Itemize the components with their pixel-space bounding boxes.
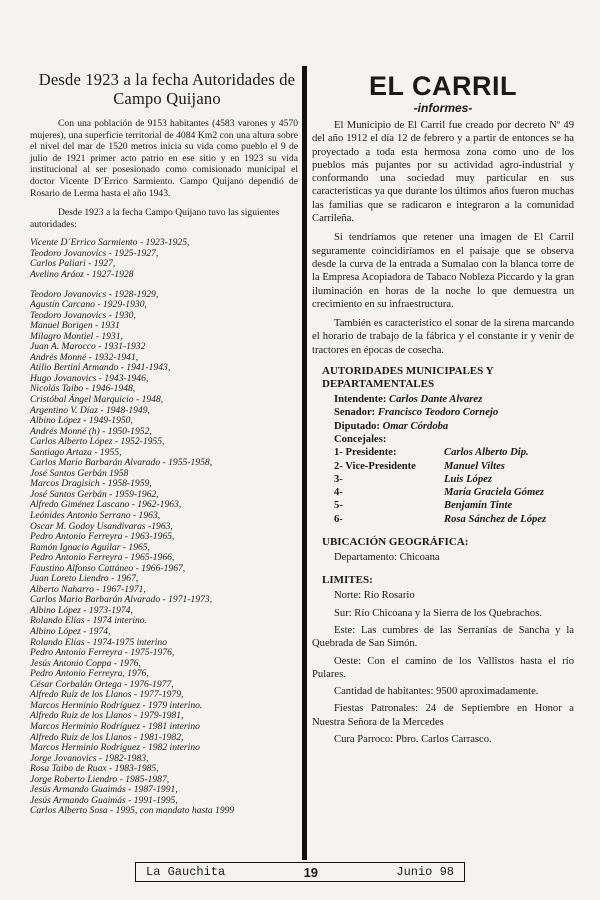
authority-item: Marcos Dragisich - 1958-1959, [30, 478, 152, 490]
authority-item: Teodoro Jovanovics - 1930, [30, 309, 136, 321]
cura-parroco: Cura Parroco: Pbro. Carlos Carrasco. [334, 733, 492, 745]
limite-norte: Norte: Río Rosario [334, 590, 415, 602]
intendente-line [334, 393, 574, 406]
authority-item: Nicolás Taibo - 1946-1948, [30, 383, 136, 395]
page-footer [135, 862, 465, 882]
concejales-label [334, 433, 574, 446]
concejal-row [334, 499, 574, 512]
senador-line [334, 406, 574, 419]
concejal-row [334, 460, 574, 473]
concejal-name: Manuel Viltes [444, 460, 505, 472]
concejal-name: Luis López [444, 473, 492, 485]
authority-item: Leónides Antonio Serrano - 1963, [30, 510, 161, 522]
authority-item: Rosa Taibo de Ruax - 1983-1985, [30, 763, 159, 775]
intendente-name: Carlos Dante Alvarez [389, 394, 483, 406]
authority-item: Carlos Paliari - 1927, [30, 258, 116, 270]
left-column [30, 70, 298, 817]
senador-label: Senador: [334, 407, 376, 419]
concejal-row [334, 486, 574, 499]
concejal-role: 5- [334, 500, 343, 512]
authority-item: Jorge Roberto Liendro - 1985-1987, [30, 773, 170, 785]
left-intro-2: Desde 1923 a la fecha Campo Quijano tuvo las siguientes autoridades: [30, 207, 280, 230]
concejal-role: 3- [334, 473, 343, 485]
left-intro: Con una población de 9153 habitantes (4583 varones y 4570 mujeres), una superficie territorial de 4084 Km2 con una altura sobre el nivel del mar de 1520 metros inicia su vida como pueblo el 9 de julio de 1921 primer acto patrio en ese sitio y en 1923 su vida institucional al ser posesionado como comisionado municipal el doctor Vicente D´Errico Sarmiento. Campo Quijano dependió de Rosario de Lerma hasta el año 1943. [30, 118, 298, 199]
article-subtitle: -informes- [413, 101, 473, 115]
concejal-role: 2- Vice-Presidente [334, 460, 416, 472]
authority-item: Jorge Jovanovics - 1982-1983, [30, 752, 149, 764]
authority-item: Cristóbal Ángel Marquicio - 1948, [30, 394, 164, 405]
authority-item: Oscar M. Godoy Usandivaras -1963, [30, 520, 173, 532]
limite-este: Este: Las cumbres de las Serranías de Sancha y la Quebrada de San Simón. [312, 624, 574, 650]
authority-item: Alberto Naharro - 1967-1971, [30, 583, 146, 595]
authority-item: Alfredo Ruiz de los Llanos - 1977-1979, [30, 689, 184, 701]
authority-item: Santiago Artaza - 1955, [30, 446, 122, 458]
authority-item: Juan Loreto Liendro - 1967, [30, 573, 139, 585]
intendente-label: Intendente: [334, 394, 387, 406]
diputado-name: Omar Córdoba [382, 420, 449, 432]
authority-item: César Corbalán Ortega - 1976-1977, [30, 678, 174, 690]
diputado-label: Diputado: [334, 420, 380, 432]
concejal-row [334, 446, 574, 459]
authority-item: Hugo Jovanovics - 1943-1946, [30, 372, 149, 384]
authority-item: Albino López - 1973-1974, [30, 604, 133, 616]
concejal-role: 4- [334, 487, 343, 499]
authority-item: Rolando Elías - 1974 interino. [30, 615, 147, 627]
limite-sur: Sur: Río Chicoana y la Sierra de los Quebrachos. [334, 607, 543, 619]
limites-heading: LIMITES: [322, 574, 373, 587]
right-column [312, 72, 574, 750]
departamento: Departamento: Chicoana [334, 552, 440, 564]
concejal-name: Benjamín Tinte [444, 500, 513, 512]
left-title: Desde 1923 a la fecha Autoridades de Campo Quijano [38, 70, 296, 108]
authority-item: Teodoro Jovanovics - 1925-1927, [30, 247, 159, 259]
senador-name: Francisco Teodoro Cornejo [377, 407, 499, 419]
concejales-list [334, 446, 574, 526]
authority-item: José Santos Gerbán 1958 [30, 467, 129, 479]
authority-item: Faustino Alfonso Cattáneo - 1966-1967, [30, 562, 186, 574]
authority-item: José Santos Gerbán - 1959-1962, [30, 488, 159, 500]
limite-oeste: Oeste: Con el camino de los Vallistos hasta el río Pulares. [312, 655, 574, 680]
authority-item: Alfredo Ruiz de los Llanos - 1979-1981, [30, 710, 184, 722]
authority-item: Andrés Monné (h) - 1950-1952, [30, 425, 152, 437]
concejales-label-text: Concejales: [334, 433, 387, 445]
authority-item: Jesús Armando Guaimás - 1987-1991, [30, 784, 178, 796]
authority-item: Alfredo Ruiz de los Llanos - 1981-1982, [30, 731, 184, 743]
paragraph-1: El Municipio de El Carril fue creado por decreto Nº 49 del año 1912 el día 12 de febrero y a partir de entonces se ha proyectado a toda esta hermosa zona como uno de los pueblos más pujantes por su actividad agro-industrial y conformando una sociedad muy particular en sus características ya que durante los últimos años fueron muchas las familias que se radicaron e integraron a la comunidad Carrileña. [312, 120, 574, 225]
concejal-role: 1- Presidente: [334, 447, 397, 459]
authority-item: Carlos Mario Barbarán Alvarado - 1971-1973, [30, 594, 213, 606]
concejal-role: 6- [334, 513, 343, 525]
authority-item: Atilio Bertini Armando - 1941-1943, [30, 362, 171, 374]
authority-item: Albino López - 1974, [30, 626, 111, 638]
authority-item: Teodoro Jovanovics - 1928-1929, [30, 288, 159, 300]
concejal-row [334, 473, 574, 486]
authority-item: Carlos Alberto López - 1952-1955, [30, 436, 165, 448]
authority-item: Albino López - 1949-1950, [30, 415, 133, 427]
authority-item: Carlos Alberto Sosa - 1995, con mandato hasta 1999 [30, 805, 235, 817]
concejal-row [334, 513, 574, 526]
authority-item: Agustín Carcano - 1929-1930, [30, 299, 147, 311]
authorities-list [30, 238, 298, 817]
authorities-heading: AUTORIDADES MUNICIPALES Y DEPARTAMENTALES [322, 365, 494, 391]
authority-item: Rolando Elías - 1974-1975 interino [30, 636, 167, 648]
footer-date: Junio 98 [396, 865, 454, 879]
concejal-name: María Graciela Gómez [444, 487, 545, 499]
footer-page-number: 19 [303, 864, 319, 880]
authority-item: Argentino V. Díaz - 1948-1949, [30, 404, 150, 416]
authority-item: Marcos Herminio Rodríguez - 1981 interino [30, 720, 200, 732]
authority-item: Pedro Antonio Ferreyra, 1976, [30, 668, 149, 680]
authority-item: Marcos Herminio Rodríguez - 1982 interino [30, 742, 200, 754]
authority-item: Pedro Antonio Ferreyra - 1963-1965, [30, 531, 175, 543]
paragraph-3: También es característico el sonar de la sirena marcando el horario de trabajo de la fábrica y el constante ir y venir de tractores en épocas de cosecha. [312, 318, 574, 356]
article-title: EL CARRIL [368, 71, 517, 101]
authority-item: Milagro Montiel - 1931, [30, 330, 123, 342]
concejal-name: Rosa Sánchez de López [444, 513, 547, 525]
authority-item: Alfredo Giménez Lascano - 1962-1963, [30, 499, 182, 511]
ubicacion-heading: UBICACIÓN GEOGRÁFICA: [322, 536, 469, 549]
fiestas-patronales: Fiestas Patronales: 24 de Septiembre en Honor a Nuestra Señora de la Mercedes [312, 703, 574, 728]
habitantes: Cantidad de habitantes: 9500 aproximadamente. [334, 686, 539, 698]
authority-item: Vicente D´Errico Sarmiento - 1923-1925, [30, 237, 190, 249]
authority-item: Jesús Antonio Coppa - 1976, [30, 657, 141, 669]
authority-item: Pedro Antonio Ferreyra - 1965-1966, [30, 552, 175, 564]
diputado-line [334, 420, 574, 433]
authority-item: Carlos Mario Barbarán Alvarado - 1955-1958, [30, 457, 213, 469]
footer-publication: La Gauchita [146, 865, 226, 879]
authority-item: Andrés Monné - 1932-1941, [30, 351, 139, 363]
authority-item: Ramón Ignacio Aguilar - 1965, [30, 541, 151, 553]
authority-item: Pedro Antonio Ferreyra - 1975-1976, [30, 647, 175, 659]
authority-item: Avelino Aráoz - 1927-1928 [30, 268, 134, 280]
authority-item: Manuel Borigen - 1931 [30, 320, 120, 332]
authority-item: Jesús Armando Guaimás - 1991-1995, [30, 794, 178, 806]
concejal-name: Carlos Alberto Dip. [444, 447, 529, 459]
authority-item: Marcos Herminio Rodríguez - 1979 interino. [30, 699, 203, 711]
authority-item: Juan A. Marocco - 1931-1932 [30, 341, 146, 353]
paragraph-2: Si tendríamos que retener una imagen de El Carril seguramente coincidiríamos en el paisaje que se observa desde la curva de la entrada a Sumalao con la blanca torre de la Empresa Acopiadora de Tabaco Nobleza Piccardo y la gran iluminación en horas de la noche lo que demuestra un crecimiento en su infraestructura. [312, 232, 574, 310]
column-divider [302, 66, 307, 860]
